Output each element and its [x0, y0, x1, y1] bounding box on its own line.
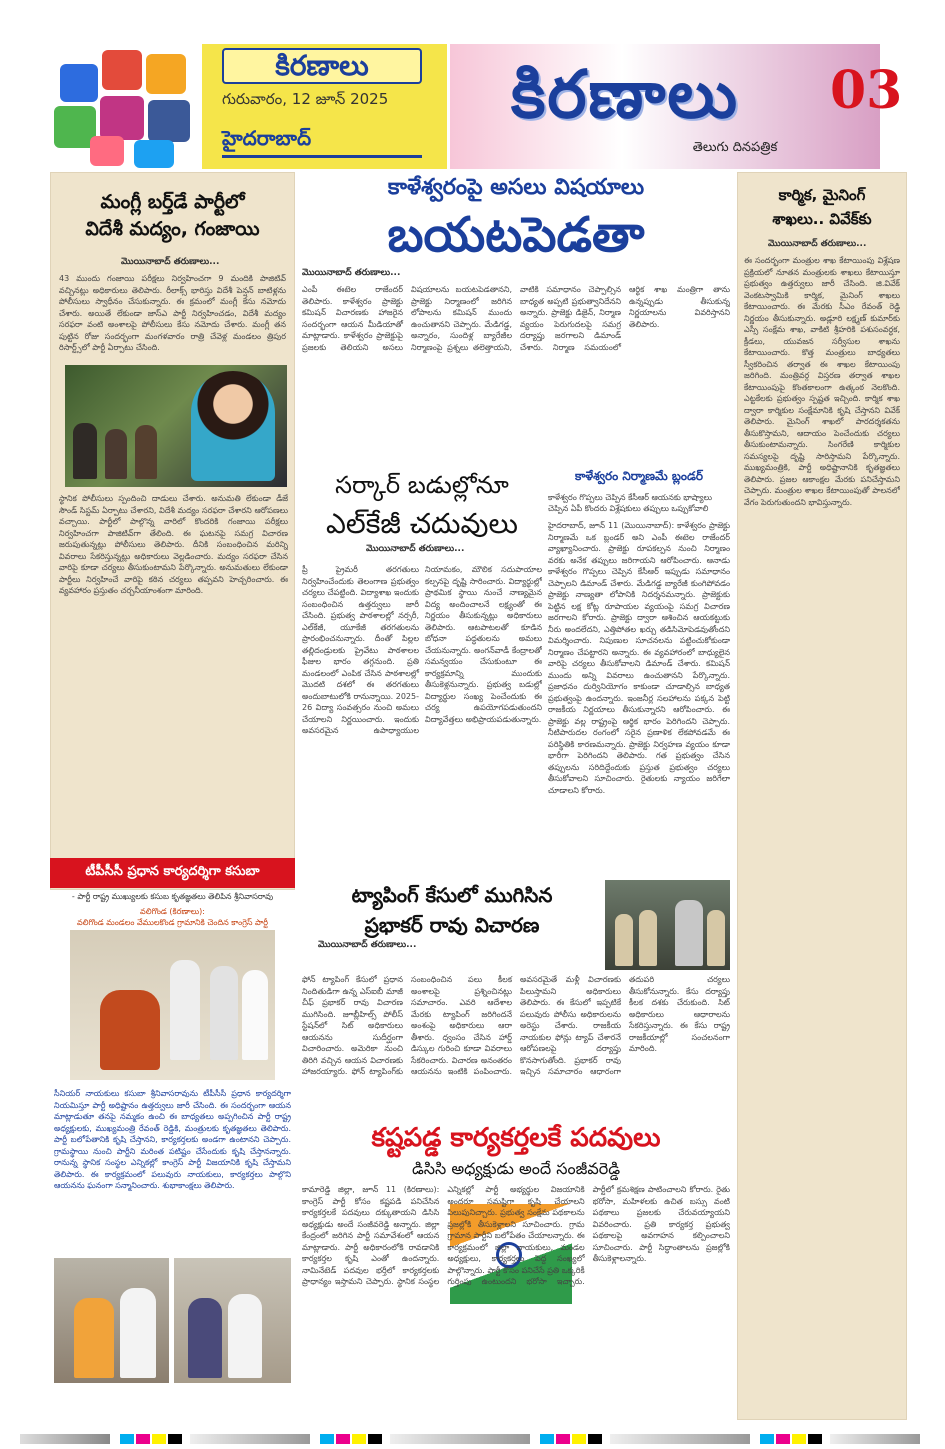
newspaper-logo: కిరణాలు [510, 55, 740, 133]
tapping-police-photo [605, 880, 730, 970]
lkg-headline-line1: సర్కార్ బడుల్లోనూ [335, 471, 509, 499]
story-kaleshwaram [302, 172, 730, 462]
tpcc-place: వలిగొండ (కిరణాలు): [140, 907, 205, 916]
kaleshwaram-headline-line2: బయటపెడతా [387, 207, 645, 263]
tpcc-body: సీనియర్ నాయకులు కసుబా శ్రీనివాసరావును టీపీసీసీ ప్రధాన కార్యదర్శిగా నియమిస్తూ పార్టీ అధిష్టానం ఉత్తర్వులు జారీ చేసింది. ఈ సందర్భంగా ఆయన మాట్లాడుతూ తనపై నమ్మకం ఉంచి ఈ బాధ్యతలు అప్పగించిన పార్టీ రాష్ట్ర అధ్యక్షులకు, ముఖ్యమంత్రి రేవంత్ రెడ్డికి, మంత్రులకు కృతజ్ఞతలు తెలిపారు. పార్టీ బలోపేతానికి కృషి చేస్తానని, కార్యకర్తలకు అండగా ఉంటానని చెప్పారు. గ్రామస్థాయి నుంచి పార్టీని మరింత పటిష్టం చేసేందుకు కృషి చేస్తానన్నారు. రానున్న స్థానిక సంస్థల ఎన్నికల్లో కాంగ్రెస్ పార్టీ విజయానికి కృషి చేస్తామని తెలిపారు. ఈ కార్యక్రమంలో పలువురు నాయకులు, కార్యకర్తలు పాల్గొని ఆయనను ఘనంగా సన్మానించారు. శుభాకాంక్షలు తెలిపారు. [54, 1089, 291, 1190]
masthead [50, 44, 910, 169]
kaleshwaram-body: ఎంపీ ఈటెల రాజేందర్ తెలిపారు. కాళేశ్వరం ప్రాజెక్టు కమిషన్ విచారణకు హాజరైన సందర్భంగా ఆయన మీడియాతో మాట్లాడారు. కాళేశ్వరం ప్రాజెక్టుపై ప్రజలకు తెలియని అసలు విషయాలను బయటపెడతానని, ప్రాజెక్టు నిర్మాణంలో జరిగిన లోపాలను కమిషన్ ముందు ఉంచుతానని చెప్పారు. మేడిగడ్డ, అన్నారం, సుందిళ్ల బ్యారేజీల నిర్మాణంపై ప్రశ్నలు తలెత్తాయని, వాటికి సమాధానం చెప్పాల్సిన బాధ్యత అప్పటి ప్రభుత్వానిదేనని అన్నారు. ప్రాజెక్టు డిజైన్, నిర్మాణ వ్యయం పెరుగుదలపై సమగ్ర దర్యాప్తు జరగాలని డిమాండ్ చేశారు. నిర్మాణ సమయంలో ఆర్థిక శాఖ మంత్రిగా తాను ఉన్నప్పుడు తీసుకున్న నిర్ణయాలను వివరిస్తానని తెలిపారు. [302, 285, 730, 352]
story-padavulu [302, 1118, 730, 1418]
edition-date: గురువారం, 12 జూన్ 2025 [222, 90, 389, 108]
social-media-cubes-illustration [50, 44, 200, 169]
story-lkg [302, 466, 542, 561]
tpcc-felicitation-photo [70, 930, 275, 1080]
lkg-headline-line2: ఎల్‌కేజీ చదువులు [326, 507, 518, 540]
birthday-body-part2: స్థానిక పోలీసులు స్పందించి దాడులు చేశారు. అనుమతి లేకుండా డీజే సౌండ్ సిస్టమ్ ఏర్పాటు చేశారని, విదేశీ మద్యం సరఫరా చేశారని ఆరోపణలు వచ్చాయి. పార్టీలో పాల్గొన్న వారిలో కొందరికి గంజాయి పరీక్షలు నిర్వహించగా పాజిటివ్‌గా తేలింది. ఈ ఘటనపై సమగ్ర విచారణ జరుపుతున్నట్లు పోలీసులు తెలిపారు. దీనికి సంబంధించిన మరిన్ని వివరాలు సేకరిస్తున్నట్లు అధికారులు వెల్లడించారు. మద్యం సరఫరా చేసిన వారిపై కూడా చర్యలు తీసుకుంటామని పేర్కొన్నారు. అనుమతులు లేకుండా పార్టీలు నిర్వహించే వారిపై కఠిన చర్యలు తప్పవని హెచ్చరించారు. ఈ వ్యవహారం ప్రస్తుతం చర్చనీయాంశంగా మారింది. [59, 494, 288, 595]
page-number: 03 [830, 60, 903, 121]
newspaper-tagline: తెలుగు దినపత్రిక [692, 140, 778, 155]
blunder-subhead: కాళేశ్వరం గొప్పలు చెప్పిన కేసీఆర్ ఆయనకు భాష్యాలు చెప్పిన ఏపీ కొందరు విశ్లేషకులు తప్పులు ఒప్పుకోవాలి [548, 493, 712, 513]
print-registration-bar [0, 1428, 945, 1449]
tapping-headline-line2: ప్రభాకర్ రావు విచారణ [364, 913, 540, 937]
karmika-headline-line1: కార్మిక, మైనింగ్ [778, 186, 866, 204]
birthday-headline-line1: మంగ్లీ బర్త్‌డే పార్టీలో [100, 191, 245, 213]
edition-city: హైదరాబాద్ [222, 126, 422, 158]
tpcc-group-photo-left [54, 1258, 169, 1383]
lkg-byline: మొయినాబాద్ తరుణాలు... [366, 544, 465, 554]
tpcc-subhead: - పార్టీ రాష్ట్ర ముఖ్యులకు కసుబ కృతజ్ఞతలు తెలిపిన శ్రీనివాసరావు [71, 892, 274, 901]
story-tapping [302, 880, 602, 960]
tapping-byline: మొయినాబాద్ తరుణాలు... [318, 940, 417, 950]
kaleshwaram-headline-line1: కాళేశ్వరంపై అసలు విషయాలు [387, 175, 645, 200]
tpcc-group-photo-right [174, 1258, 291, 1383]
karmika-byline: మొయినాబాద్ తరుణాలు... [768, 239, 867, 249]
story-blunder [548, 466, 730, 866]
blunder-body: హైదరాబాద్, జూన్ 11 (మొయినాబాద్): కాళేశ్వరం ప్రాజెక్టు నిర్మాణమే ఒక బ్లండర్ అని ఎంపీ ఈటెల రాజేందర్ వ్యాఖ్యానించారు. ప్రాజెక్టు రూపకల్పన నుంచి నిర్మాణం వరకు అనేక తప్పులు జరిగాయని ఆరోపించారు. ఆనాడు కాళేశ్వరం గొప్పలు చెప్పిన కేసీఆర్ ఇప్పుడు సమాధానం చెప్పాలని డిమాండ్ చేశారు. మేడిగడ్డ బ్యారేజీ కుంగిపోవడం ప్రాజెక్టు నాణ్యతా లోపానికి నిదర్శనమన్నారు. ప్రాజెక్టుకు పెట్టిన లక్ష కోట్ల రూపాయల వ్యయంపై సమగ్ర విచారణ జరగాలని కోరారు. ప్రాజెక్టు ద్వారా ఆశించిన ఆయకట్టుకు నీరు అందలేదని, ఎత్తిపోతల ఖర్చు తడిసిమోపెడవుతోందని విమర్శించారు. నిపుణుల సూచనలను పట్టించుకోకుండా నిర్మాణం చేపట్టారని అన్నారు. ఈ వ్యవహారంలో బాధ్యులైన వారిపై చర్యలు తీసుకోవాలని డిమాండ్ చేశారు. కమిషన్ ముందు అన్ని వివరాలు ఉంచుతానని పేర్కొన్నారు. ప్రజాధనం దుర్వినియోగం కాకుండా చూడాల్సిన బాధ్యత ప్రభుత్వంపై ఉందన్నారు. ఇంజనీర్ల సలహాలను పక్కన పెట్టి రాజకీయ నిర్ణయాలు తీసుకున్నారని ఆరోపించారు. ఈ ప్రాజెక్టు వల్ల రాష్ట్రంపై ఆర్థిక భారం పెరిగిందని చెప్పారు. నీటిపారుదల రంగంలో సరైన ప్రణాళిక లేకపోవడమే ఈ పరిస్థితికి కారణమన్నారు. ప్రాజెక్టు నిర్వహణ వ్యయం కూడా భారీగా పెరిగిందని తెలిపారు. గత ప్రభుత్వం చేసిన తప్పులను సరిదిద్దేందుకు ప్రస్తుత ప్రభుత్వం చర్యలు తీసుకోవాలని సూచించారు. రైతులకు న్యాయం జరిగేలా చూడాలని కోరారు. [548, 521, 730, 795]
karmika-body: ఈ సందర్భంగా మంత్రుల శాఖ కేటాయింపు విశ్లేషణ ప్రక్రియలో నూతన మంత్రులకు శాఖలు కేటాయిస్తూ ప్రభుత్వం ఉత్తర్వులు జారీ చేసింది. జి.వివేక్ వెంకటస్వామికి కార్మిక, మైనింగ్ శాఖలు కేటాయించారు. ఈ మేరకు సీఎం రేవంత్ రెడ్డి నిర్ణయం తీసుకున్నారు. అడ్లూరి లక్ష్మణ్ కుమార్‌కు ఎస్సీ సంక్షేమ శాఖ, వాకిటి శ్రీహరికి పశుసంవర్ధక, క్రీడలు, యువజన సర్వీసుల శాఖను కేటాయించారు. కొత్త మంత్రులు బాధ్యతలు స్వీకరించిన తర్వాత ఈ శాఖల కేటాయింపు జరిగింది. మంత్రివర్గ విస్తరణ తర్వాత శాఖల కేటాయింపుపై కొంతకాలంగా ఉత్కంఠ నెలకొంది. ఎట్టకేలకు ప్రభుత్వం స్పష్టత ఇచ్చింది. కార్మిక శాఖ ద్వారా కార్మికుల సంక్షేమానికి కృషి చేస్తానని వివేక్ తెలిపారు. మైనింగ్ శాఖలో పారదర్శకతను తీసుకొస్తామని, ఆదాయం పెంచేందుకు చర్యలు తీసుకుంటామన్నారు. సింగరేణి కార్మికుల సమస్యలపై దృష్టి సారిస్తామని పేర్కొన్నారు. ముఖ్యమంత్రికి, పార్టీ అధిష్టానానికి కృతజ్ఞతలు తెలిపారు. ప్రజల ఆకాంక్షల మేరకు పనిచేస్తామని చెప్పారు. మంత్రుల శాఖల కేటాయింపుతో పాలనలో వేగం పెరుగుతుందని భావిస్తున్నారు. [744, 256, 900, 507]
padavulu-subhead: డిసిసి అధ్యక్షుడు అందే సంజీవరెడ్డి [411, 1159, 621, 1178]
story-birthday [50, 172, 295, 890]
birthday-body-part1: 43 ముందు గంజాయి పరీక్షలు నిర్వహించగా 9 మందికి పాజిటివ్ వచ్చినట్లు అధికారులు తెలిపారు. రీలాక్స్ భారిస్తు విదేశీ పెన్షన్ బాటిళ్లను పోలీసులు స్వాధీనం చేసుకున్నారు. ఈ క్రమంలో మంగ్లీ కేసు నమోదు చేశారు. అయితే లేకుండా జాస్ఎ పార్టీ నిర్వహించడం, విదేశీ మద్యం సరఫరా వంటి అంశాలపై పోలీసులు కేసు నమోదు చేశారు. మంగ్లీ తన పుట్టిన రోజు సందర్భంగా మంగళవారం రాత్రి చేవెళ్ల మండలం త్రిపుర రిసార్ట్స్‌లో పార్టీ ఏర్పాటు చేసింది. [59, 274, 286, 352]
tpcc-headline: టీపీసీసీ ప్రధాన కార్యదర్శిగా కసుబా [50, 858, 295, 888]
tpcc-intro: వలిగొండ మండలం వేములకొండ గ్రామానికి చెందిన కాంగ్రెస్ పార్టీ [76, 918, 269, 927]
story-tpcc [50, 858, 295, 1420]
mini-logo: కిరణాలు [222, 48, 422, 84]
blunder-headline: కాళేశ్వరం నిర్మాణమే బ్లండర్ [575, 469, 703, 483]
karmika-headline-line2: శాఖలు.. వివేక్‌కు [772, 210, 872, 228]
kaleshwaram-byline: మొయినాబాద్ తరుణాలు... [302, 268, 401, 278]
story-karmika [737, 172, 907, 1420]
mini-masthead [202, 44, 447, 169]
padavulu-headline: కష్టపడ్డ కార్యకర్తలకే పదవులు [371, 1123, 661, 1153]
birthday-byline: మొయినాబాద్ తరుణాలు... [121, 257, 220, 267]
singer-birthday-photo [65, 365, 287, 487]
birthday-headline-line2: విదేశీ మద్యం, గంజాయి [85, 218, 260, 240]
tapping-headline-line1: ట్యాపింగ్ కేసులో ముగిసిన [351, 883, 553, 907]
lkg-body: ప్రీ ప్రైమరీ తరగతులు నిర్వహించేందుకు తెలంగాణ ప్రభుత్వం చర్యలు చేపట్టింది. విద్యాశాఖ ఇందుకు సంబంధించిన ఉత్తర్వులు జారీ చేసింది. ప్రభుత్వ పాఠశాలల్లో నర్సరీ, ఎల్‌కేజీ, యూకేజీ తరగతులను ప్రారంభించనున్నారు. దీంతో పిల్లల తల్లిదండ్రులకు ప్రైవేటు పాఠశాలల ఫీజుల భారం తగ్గనుంది. ప్రతి మండలంలో ఎంపిక చేసిన పాఠశాలల్లో మొదటి దశలో ఈ తరగతులు అందుబాటులోకి రానున్నాయి. 2025-26 విద్యా సంవత్సరం నుంచి అమలు చేయాలని నిర్ణయించారు. ఇందుకు అవసరమైన ఉపాధ్యాయుల నియామకం, మౌలిక సదుపాయాల కల్పనపై దృష్టి సారించారు. విద్యార్థుల్లో ప్రాథమిక స్థాయి నుంచే నాణ్యమైన విద్య అందించాలనే లక్ష్యంతో ఈ నిర్ణయం తీసుకున్నట్లు అధికారులు తెలిపారు. ఆటపాటలతో కూడిన బోధనా పద్ధతులను అమలు చేయనున్నారు. అంగన్‌వాడీ కేంద్రాలతో సమన్వయం చేసుకుంటూ ఈ కార్యక్రమాన్ని ముందుకు తీసుకెళ్లనున్నారు. ప్రభుత్వ బడుల్లో విద్యార్థుల సంఖ్య పెంచేందుకు ఈ చర్య ఉపయోగపడుతుందని విద్యావేత్తలు అభిప్రాయపడుతున్నారు. [302, 565, 542, 735]
padavulu-body: కామారెడ్డి జిల్లా, జూన్ 11 (కిరణాలు): కాంగ్రెస్ పార్టీ కోసం కష్టపడి పనిచేసిన కార్యకర్తలకే పదవులు దక్కుతాయని డిసిసి అధ్యక్షుడు అందే సంజీవరెడ్డి అన్నారు. జిల్లా కేంద్రంలో జరిగిన పార్టీ సమావేశంలో ఆయన మాట్లాడారు. పార్టీ అధికారంలోకి రావడానికి కార్యకర్తల కృషి ఎంతో ఉందన్నారు. నామినేటెడ్ పదవుల భర్తీలో కార్యకర్తలకు ప్రాధాన్యం ఇస్తామని చెప్పారు. స్థానిక సంస్థల ఎన్నికల్లో పార్టీ అభ్యర్థుల విజయానికి అందరూ సమష్టిగా కృషి చేయాలని పిలుపునిచ్చారు. ప్రభుత్వ సంక్షేమ పథకాలను ప్రజల్లోకి తీసుకెళ్లాలని సూచించారు. గ్రామ గ్రామాన పార్టీని బలోపేతం చేయాలన్నారు. ఈ కార్యక్రమంలో జిల్లా నాయకులు, మండల అధ్యక్షులు, కార్యకర్తలు పెద్ద సంఖ్యలో పాల్గొన్నారు. పార్టీ కోసం పనిచేసే ప్రతి ఒక్కరికీ గుర్తింపు ఉంటుందని భరోసా ఇచ్చారు. పార్టీలో క్రమశిక్షణ పాటించాలని కోరారు. రైతు భరోసా, మహిళలకు ఉచిత బస్సు వంటి పథకాలు ప్రజలకు చేరువయ్యాయని వివరించారు. ప్రతి కార్యకర్త ప్రభుత్వ పథకాలపై అవగాహన కల్పించాలని సూచించారు. పార్టీ సిద్ధాంతాలను ప్రజల్లోకి తీసుకెళ్లాలన్నారు. [302, 1185, 730, 1286]
tapping-body: ఫోన్ ట్యాపింగ్ కేసులో ప్రధాన నిందితుడిగా ఉన్న ఎస్ఐబీ మాజీ చీఫ్ ప్రభాకర్ రావు విచారణ ముగిసింది. జూబ్లీహిల్స్ పోలీస్ స్టేషన్‌లో సిట్ అధికారులు ఆయనను సుదీర్ఘంగా విచారించారు. అమెరికా నుంచి తిరిగి వచ్చిన ఆయన విచారణకు హాజరయ్యారు. ఫోన్ ట్యాపింగ్‌కు సంబంధించిన పలు కీలక అంశాలపై ప్రశ్నించినట్లు సమాచారం. ఎవరి ఆదేశాల మేరకు ట్యాపింగ్ జరిగిందనే అంశంపై అధికారులు ఆరా తీశారు. ధ్వంసం చేసిన హార్డ్ డిస్కుల గురించి కూడా వివరాలు సేకరించారు. విచారణ అనంతరం ఆయనను ఇంటికి పంపించారు. అవసరమైతే మళ్లీ విచారణకు పిలుస్తామని అధికారులు తెలిపారు. ఈ కేసులో ఇప్పటికే పలువురు పోలీసు అధికారులను అరెస్టు చేశారు. రాజకీయ నాయకుల ఫోన్లు ట్యాప్ చేశారనే ఆరోపణలపై దర్యాప్తు కొనసాగుతోంది. ప్రభాకర్ రావు ఇచ్చిన సమాచారం ఆధారంగా తదుపరి చర్యలు తీసుకోనున్నారు. కేసు దర్యాప్తు కీలక దశకు చేరుకుంది. సిట్ అధికారులు ఆధారాలను సేకరిస్తున్నారు. ఈ కేసు రాష్ట్ర రాజకీయాల్లో సంచలనంగా మారింది. [302, 975, 730, 1076]
main-masthead [450, 44, 880, 169]
